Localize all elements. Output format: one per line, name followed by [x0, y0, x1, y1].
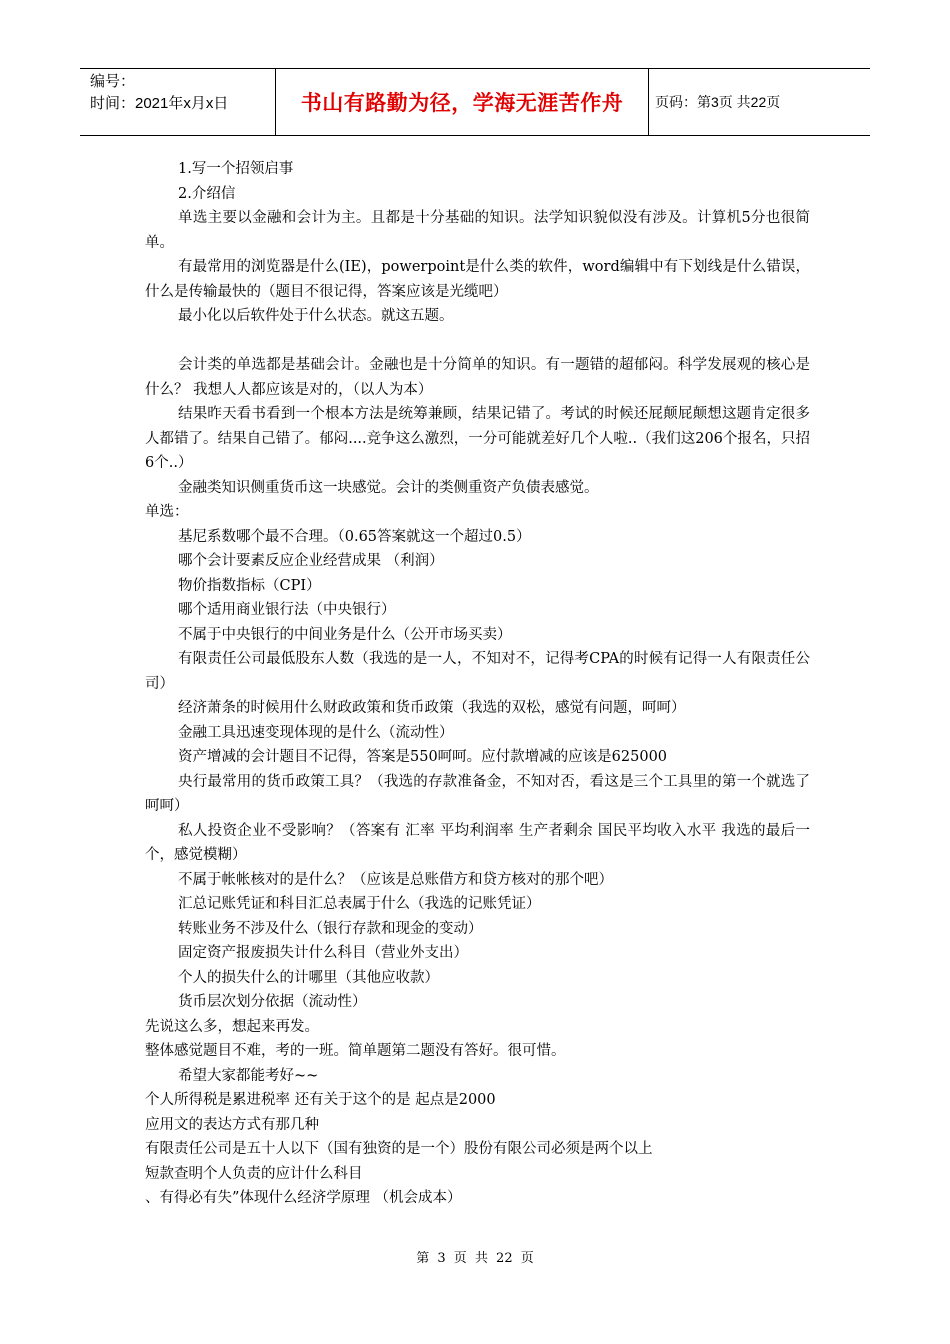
date-label: 时间：2021年x月x日 — [90, 95, 229, 112]
paragraph: 物价指数指标（CPI） — [178, 577, 321, 594]
paragraph: 私人投资企业不受影响？（答案有 汇率 平均利润率 生产者剩余 国民平均收入水平 我选的最后一个，感觉模糊） — [145, 822, 810, 863]
document-body — [145, 157, 810, 1211]
paragraph: 央行最常用的货币政策工具？（我选的存款准备金，不知对否，看这是三个工具里的第一个就选了呵呵） — [145, 773, 810, 814]
paragraph: 转账业务不涉及什么（银行存款和现金的变动） — [178, 920, 483, 937]
paragraph: 哪个适用商业银行法（中央银行） — [178, 602, 396, 618]
paragraph: 先说这么多，想起来再发。 — [145, 1018, 319, 1035]
header-motto-cell — [276, 69, 649, 135]
paragraph: 1.写一个招领启事 — [178, 161, 294, 177]
paragraph: 个人所得税是累进税率 还有关于这个的是 起点是2000 — [145, 1092, 496, 1108]
paragraph: 基尼系数哪个最不合理。（0.65答案就这一个超过0.5） — [178, 528, 531, 545]
paragraph: 资产增减的会计题目不记得，答案是550呵呵。应付款增减的应该是625000 — [178, 749, 668, 765]
motto-text: 书山有路勤为径，学海无涯苦作舟 — [300, 91, 624, 115]
paragraph: 结果昨天看书看到一个根本方法是统筹兼顾，结果记错了。考试的时候还屁颠屁颠想这题肯定很多人都错了。结果自己错了。郁闷....竞争这么激烈，一分可能就差好几个人啦..（我们这206个报名，只招6个..） — [145, 406, 810, 471]
paragraph: 有最常用的浏览器是什么(IE)，powerpoint是什么类的软件，word编辑中有下划线是什么错误，什么是传输最快的（题目不很记得，答案应该是光缆吧） — [145, 259, 810, 300]
paragraph: 、有得必有失”体现什么经济学原理 （机会成本） — [145, 1190, 462, 1206]
paragraph: 经济萧条的时候用什么财政政策和货币政策（我选的双松，感觉有问题，呵呵） — [178, 700, 686, 716]
paragraph: 2.介绍信 — [178, 185, 236, 202]
paragraph: 整体感觉题目不难，考的一班。简单题第二题没有答好。很可惜。 — [145, 1043, 566, 1059]
paragraph: 会计类的单选都是基础会计。金融也是十分简单的知识。有一题错的超郁闷。科学发展观的核心是什么？ 我想人人都应该是对的，（以人为本） — [145, 357, 810, 398]
paragraph: 固定资产报废损失计什么科目（营业外支出） — [178, 945, 468, 961]
paragraph: 短款查明个人负责的应计什么科目 — [145, 1165, 363, 1182]
number-label: 编号： — [90, 73, 136, 90]
paragraph: 有限责任公司是五十人以下（国有独资的是一个）股份有限公司必须是两个以上 — [145, 1141, 653, 1157]
page-header — [80, 68, 870, 136]
header-meta — [80, 69, 276, 135]
blank-line — [145, 329, 810, 354]
paragraph: 货币层次划分依据（流动性） — [178, 994, 367, 1010]
paragraph: 应用文的表达方式有那几种 — [145, 1116, 319, 1133]
paragraph: 单选： — [145, 504, 189, 520]
paragraph: 个人的损失什么的计哪里（其他应收款） — [178, 969, 439, 986]
paragraph: 单选主要以金融和会计为主。且都是十分基础的知识。法学知识貌似没有涉及。计算机5分也很简单。 — [145, 210, 810, 251]
page-footer: 第 3 页 共 22 页 — [416, 1251, 534, 1266]
paragraph: 金融类知识侧重货币这一块感觉。会计的类侧重资产负债表感觉。 — [178, 479, 599, 496]
paragraph: 金融工具迅速变现体现的是什么（流动性） — [178, 724, 454, 741]
header-page-info: 页码：第3页 共22页 — [655, 94, 781, 110]
paragraph: 最小化以后软件处于什么状态。就这五题。 — [178, 308, 454, 324]
paragraph: 汇总记账凭证和科目汇总表属于什么（我选的记账凭证） — [178, 896, 541, 912]
paragraph: 不属于中央银行的中间业务是什么（公开市场买卖） — [178, 626, 512, 643]
paragraph: 有限责任公司最低股东人数（我选的是一人，不知对不，记得考CPA的时候有记得一人有限责任公司） — [145, 651, 810, 692]
paragraph: 不属于帐帐核对的是什么？（应该是总账借方和贷方核对的那个吧） — [178, 871, 613, 888]
paragraph: 希望大家都能考好~~ — [178, 1067, 319, 1084]
paragraph: 哪个会计要素反应企业经营成果 （利润） — [178, 553, 444, 569]
